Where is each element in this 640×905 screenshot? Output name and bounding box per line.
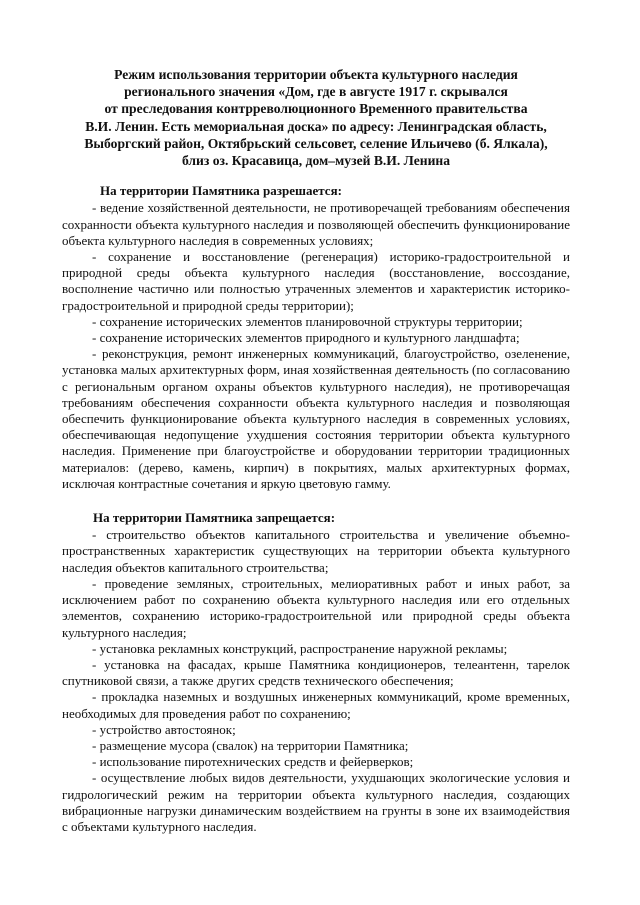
- allowed-item: - реконструкция, ремонт инженерных коммуникаций, благоустройство, озеленение, установка малых архитектурных форм, иная хозяйственная деятельность (по согласованию с региональным органом охраны объектов культурного наследия), не противоречащая требованиям обеспечения сохранности объекта культурного наследия и позволяющая обеспечить функционирование объекта культурного наследия в современных условиях, обеспечивающая недопущение ухудшения состояния территории объекта культурного наследия. Применение при благоустройстве и оборудовании территории традиционных материалов: (дерево, камень, кирпич) в покрытиях, малых архитектурных формах, исключая контрастные сочетания и яркую цветовую гамму.: [62, 346, 570, 491]
- title-line: от преследования контрреволюционного Временного правительства: [104, 101, 528, 117]
- forbidden-item: - установка на фасадах, крыше Памятника кондиционеров, телеантенн, тарелок спутниковой связи, а также других средств технического обеспечения;: [62, 656, 570, 689]
- allowed-item: - ведение хозяйственной деятельности, не противоречащей требованиям обеспечения сохранности объекта культурного наследия и позволяющей обеспечить функционирование объекта культурного наследия в современных условиях;: [62, 200, 570, 248]
- allowed-item: - сохранение и восстановление (регенерация) историко-градостроительной и природной среды объекта культурного наследия (восстановление, воссоздание, восполнение частично или полностью утраченных элементов и характеристик историко-градостроительной и природной среды территории);: [62, 249, 570, 313]
- forbidden-item: - осуществление любых видов деятельности, ухудшающих экологические условия и гидрологический режим на территории объекта культурного наследия, создающих вибрационные нагрузки динамическим воздействием на грунты в зоне их взаимодействия с объектами культурного наследия.: [62, 770, 570, 834]
- document-title: [62, 66, 570, 169]
- allowed-item: - сохранение исторических элементов планировочной структуры территории;: [92, 313, 523, 329]
- title-line: Выборгский район, Октябрьский сельсовет, селение Ильичево (б. Ялкала),: [84, 135, 548, 151]
- forbidden-section: [62, 510, 570, 835]
- forbidden-item: - прокладка наземных и воздушных инженерных коммуникаций, кроме временных, необходимых для проведения работ по сохранению;: [62, 689, 570, 721]
- title-line: регионального значения «Дом, где в августе 1917 г. скрывался: [124, 84, 508, 100]
- allowed-section: [62, 183, 570, 492]
- forbidden-item: - устройство автостоянок;: [92, 721, 236, 737]
- title-line: близ оз. Красавица, дом–музей В.И. Ленина: [181, 153, 451, 169]
- title-line: Режим использования территории объекта культурного наследия: [114, 67, 518, 82]
- allowed-item: - сохранение исторических элементов природного и культурного ландшафта;: [92, 330, 520, 346]
- forbidden-item: - использование пиротехнических средств и фейерверков;: [92, 754, 414, 770]
- allowed-heading: На территории Памятника разрешается:: [100, 183, 342, 199]
- forbidden-item: - размещение мусора (свалок) на территории Памятника;: [92, 737, 409, 753]
- forbidden-item: - строительство объектов капитального строительства и увеличение объемно-пространственных характеристик существующих на территории объекта культурного наследия объектов капитального строительства;: [62, 527, 570, 575]
- title-line: В.И. Ленин. Есть мемориальная доска» по адресу: Ленинградская область,: [85, 118, 547, 134]
- forbidden-item: - проведение земляных, строительных, мелиоративных работ и иных работ, за исключением работ по сохранению объекта культурного наследия или его отдельных элементов, сохранению историко-градостроительной или природной среды объекта культурного наследия;: [62, 575, 570, 640]
- forbidden-item: - установка рекламных конструкций, распространение наружной рекламы;: [92, 640, 508, 656]
- forbidden-heading: На территории Памятника запрещается:: [93, 510, 336, 526]
